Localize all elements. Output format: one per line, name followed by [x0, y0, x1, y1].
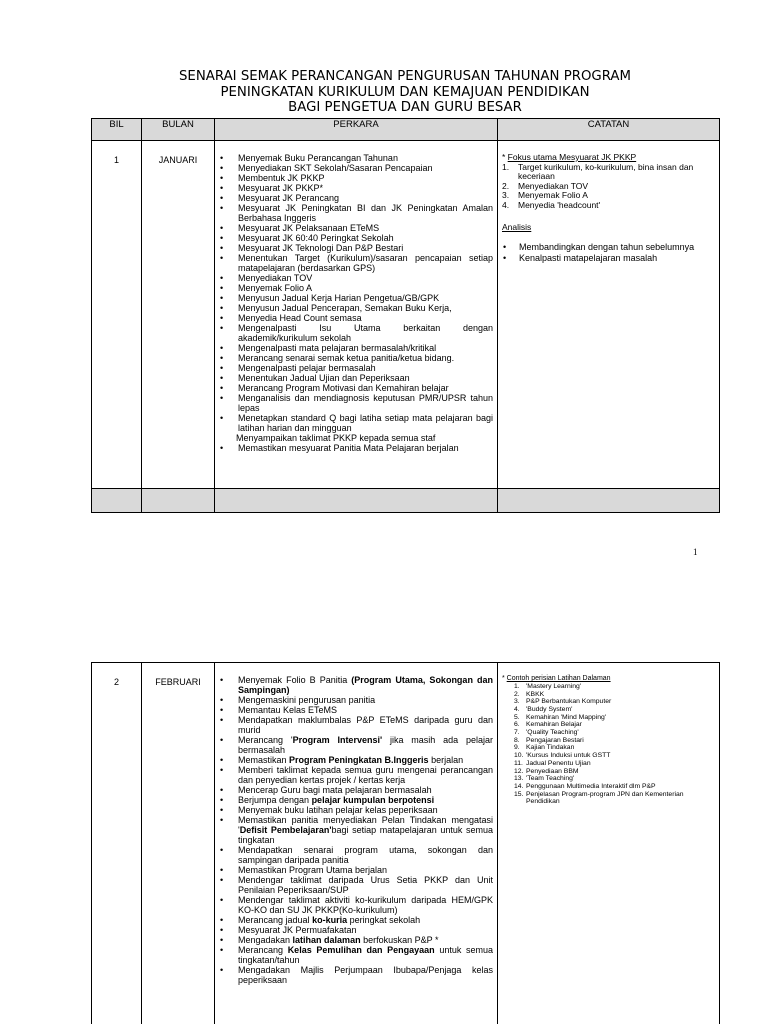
- item-text-bold: ko-kuria: [312, 915, 348, 925]
- list-item: [219, 895, 493, 915]
- item-text: Memastikan Program Utama berjalan: [238, 865, 388, 875]
- item-number: 5.: [514, 713, 520, 721]
- list-item: [514, 706, 715, 714]
- list-item: • Menyusun Jadual Pencerapan, Semakan Buku Kerja,: [219, 303, 493, 313]
- list-item: [514, 737, 715, 745]
- item-text: bagi setiap matapelajaran untuk semua tingkatan: [238, 825, 493, 845]
- item-number: 4.: [502, 199, 510, 210]
- table-row-februari: [92, 663, 720, 1024]
- list-item: • Menyemak Folio A: [219, 283, 493, 293]
- list-item-text: Menyampaikan taklimat PKKP kepada semua staf: [236, 433, 436, 443]
- list-item: [514, 714, 715, 722]
- list-item: [514, 760, 715, 768]
- list-item: • Kenalpasti matapelajaran masalah: [502, 253, 715, 264]
- blank-cell: [92, 489, 142, 513]
- list-item: • Menyusun Jadual Kerja Harian Pengetua/GB/GPK: [219, 293, 493, 303]
- analisis-heading: Analisis: [502, 222, 532, 232]
- list-item: [514, 691, 715, 699]
- cell-catatan: [498, 663, 720, 1024]
- list-item: • Mengenalpasti Isu Utama berkaitan dengan akademik/kurikulum sekolah: [219, 323, 493, 343]
- header-perkara: PERKARA: [215, 119, 498, 141]
- list-item: • Mesyuarat JK Pelaksanaan ETeMS: [219, 223, 493, 233]
- item-text-bold: Defisit Pembelajaran': [239, 825, 332, 835]
- list-item: [219, 705, 493, 715]
- list-item: [219, 845, 493, 865]
- list-item: [514, 683, 715, 691]
- cell-perkara: [215, 141, 498, 489]
- item-text: 'Kursus Induksi untuk GSTT: [526, 752, 611, 760]
- catatan-numbered-list: [514, 683, 715, 806]
- item-text: 'Quality Teaching': [526, 729, 579, 737]
- catatan-heading-text: Fokus utama Mesyuarat JK PKKP: [507, 152, 637, 162]
- item-number: 12.: [514, 767, 524, 775]
- item-text: Kemahiran Belajar: [526, 721, 582, 729]
- item-text: Berjumpa dengan: [238, 795, 312, 805]
- title-line-1: SENARAI SEMAK PERANCANGAN PENGURUSAN TAHUNAN PROGRAM: [178, 69, 631, 84]
- list-item: • Merancang senarai semak ketua panitia/ketua bidang.: [219, 353, 493, 363]
- item-text: Mendapatkan senarai program utama, sokongan dan sampingan daripada panitia: [238, 845, 493, 865]
- cell-bil: 2: [92, 663, 142, 1024]
- list-item: [219, 925, 493, 935]
- list-item: • Mesyuarat JK 60:40 Peringkat Sekolah: [219, 233, 493, 243]
- item-text: P&P Berbantukan Komputer: [526, 698, 612, 706]
- item-number: 7.: [514, 729, 520, 737]
- table-row-januari: [92, 141, 720, 489]
- list-item: [514, 752, 715, 760]
- item-text: 'Mastery Learning': [526, 682, 582, 690]
- list-item: • Menetapkan standard Q bagi latiha setiap mata pelajaran bagi latihan harian dan mingguan: [219, 413, 493, 433]
- item-number: 1.: [502, 161, 510, 172]
- list-item: [219, 795, 493, 805]
- item-number: 3.: [502, 190, 510, 200]
- item-text-bold: Program Peningkatan B.Inggeris: [289, 755, 429, 765]
- item-text: untuk semua tingkatan/tahun: [238, 945, 494, 965]
- list-item: • Merancang Program Motivasi dan Kemahiran belajar: [219, 383, 493, 393]
- list-item: • Membentuk JK PKKP: [219, 173, 493, 183]
- list-item: • Mesyuarat JK Teknologi Dan P&P Bestari: [219, 243, 493, 253]
- cell-perkara: [215, 663, 498, 1024]
- item-text: Menyemak buku latihan pelajar kelas peperiksaan: [238, 805, 438, 815]
- item-text: berjalan: [428, 755, 464, 765]
- list-item: [219, 965, 493, 985]
- list-item: [502, 163, 715, 182]
- item-number: 3.: [514, 698, 520, 706]
- item-text: berfokuskan P&P *: [360, 935, 439, 945]
- item-text-bold: Program Intervensi': [292, 735, 383, 745]
- item-number: 15.: [514, 790, 524, 798]
- item-text: Penggunaan Multimedia Interaktif dlm P&P: [526, 782, 656, 790]
- item-text: Memastikan: [238, 755, 290, 765]
- item-number: 6.: [514, 721, 520, 729]
- catatan-heading: [502, 675, 715, 683]
- item-number: 2.: [502, 180, 510, 191]
- list-item: • Menyediakan SKT Sekolah/Sasaran Pencapaian: [219, 163, 493, 173]
- list-item: [219, 735, 493, 755]
- item-text: Merancang ': [238, 735, 293, 745]
- blank-cell: [142, 489, 215, 513]
- list-item: • Menyedia Head Count semasa: [219, 313, 493, 323]
- item-text: Kajian Tindakan: [526, 744, 575, 752]
- list-item: [219, 935, 493, 945]
- item-text: Mengadakan Majlis Perjumpaan Ibubapa/Penjaga kelas peperiksaan: [238, 965, 493, 985]
- item-text-bold: (Program Utama, Sokongan dan Sampingan): [238, 675, 493, 695]
- item-text: 'Buddy System': [526, 705, 573, 713]
- catatan-star: *: [502, 675, 507, 682]
- list-item: [514, 729, 715, 737]
- item-text: Merancang jadual: [238, 915, 313, 925]
- table-header-row: [92, 119, 720, 141]
- perkara-list: [219, 675, 493, 985]
- analisis-list: [502, 242, 715, 264]
- item-text: Menyedia 'headcount': [518, 199, 601, 210]
- list-item: [514, 775, 715, 783]
- cell-bulan: JANUARI: [142, 141, 215, 489]
- list-item: • Membandingkan dengan tahun sebelumnya: [502, 242, 715, 253]
- cell-bulan: FEBRUARI: [142, 663, 215, 1024]
- list-item: • Memastikan mesyuarat Panitia Mata Pelajaran berjalan: [219, 443, 493, 453]
- item-text-bold: Kelas Pemulihan dan Pengayaan: [287, 945, 435, 955]
- item-text: Memantau Kelas ETeMS: [238, 705, 338, 715]
- list-item: [502, 201, 715, 211]
- item-number: 13.: [514, 775, 524, 783]
- list-item: [219, 675, 493, 695]
- header-catatan: CATATAN: [498, 119, 720, 141]
- item-number: 8.: [514, 736, 520, 744]
- item-text: Mesyuarat JK Permuafakatan: [238, 925, 357, 935]
- blank-cell: [215, 489, 498, 513]
- header-bil: BIL: [92, 119, 142, 141]
- list-item: [514, 698, 715, 706]
- item-text: 'Team Teaching': [526, 775, 575, 783]
- list-item: [514, 721, 715, 729]
- checklist-table-page-1: [91, 118, 720, 513]
- item-text: Mencerap Guru bagi mata pelajaran bermasalah: [238, 785, 432, 795]
- list-item: [514, 791, 715, 806]
- item-text-bold: latihan dalaman: [292, 935, 361, 945]
- item-number: 4.: [514, 705, 520, 713]
- list-item: [219, 765, 493, 785]
- list-item: [219, 695, 493, 705]
- item-text: Penjelasan Program-program JPN dan Kementerian Pendidikan: [526, 790, 684, 806]
- list-item: • Menentukan Target (Kurikulum)/sasaran pencapaian setiap matapelajaran (berdasarkan GPS): [219, 253, 493, 273]
- cell-catatan: [498, 141, 720, 489]
- list-item: [514, 744, 715, 752]
- item-text: Jadual Penentu Ujian: [526, 759, 591, 767]
- list-item: [219, 875, 493, 895]
- list-item: [219, 805, 493, 815]
- item-text: Mengemaskini pengurusan panitia: [238, 695, 376, 705]
- list-item: • Menyemak Buku Perancangan Tahunan: [219, 153, 493, 163]
- item-number: 14.: [514, 782, 524, 790]
- list-item: [514, 783, 715, 791]
- list-item: [219, 755, 493, 765]
- title-line-2: PENINGKATAN KURIKULUM DAN KEMAJUAN PENDIDIKAN: [220, 84, 590, 100]
- catatan-heading-text: Contoh perisian Latihan Dalaman: [506, 675, 611, 682]
- document-title: [90, 69, 720, 116]
- item-text: Penyediaan BBM: [526, 767, 579, 775]
- item-text: Menyediakan TOV: [518, 180, 589, 191]
- catatan-star: *: [502, 152, 508, 162]
- header-bulan: BULAN: [142, 119, 215, 141]
- item-text: KBKK: [526, 690, 545, 698]
- item-text: Mengadakan: [238, 935, 293, 945]
- item-text: peringkat sekolah: [347, 915, 421, 925]
- item-number: 2.: [514, 690, 520, 698]
- table-row-blank: [92, 489, 720, 513]
- list-item: • Mesyuarat JK PKKP*: [219, 183, 493, 193]
- perkara-list: [219, 153, 493, 453]
- list-item: • Mesyuarat JK Peningkatan BI dan JK Peningkatan Amalan Berbahasa Inggeris: [219, 203, 493, 223]
- list-item: • Menentukan Jadual Ujian dan Peperiksaan: [219, 373, 493, 383]
- item-text: Kemahiran 'Mind Mapping': [526, 713, 607, 721]
- list-item: [219, 945, 493, 965]
- list-item: [219, 915, 493, 925]
- title-line-3: BAGI PENGETUA DAN GURU BESAR: [288, 100, 522, 115]
- item-text: Mendengar taklimat daripada Urus Setia PKKP dan Unit Penilaian Peperiksaan/SUP: [238, 875, 493, 895]
- list-item: [514, 768, 715, 776]
- item-text: Merancang: [238, 945, 288, 955]
- list-item: • Mengenalpasti pelajar bermasalah: [219, 363, 493, 373]
- item-text: Target kurikulum, ko-kurikulum, bina insan dan keceriaan: [518, 161, 694, 181]
- item-text: Memberi taklimat kepada semua guru mengenai perancangan dan penyedian kertas projek / kertas kerja: [238, 765, 493, 785]
- item-text: Mendapatkan maklumbalas P&P ETeMS daripada guru dan murid: [238, 715, 493, 735]
- item-text-bold: pelajar kumpulan berpotensi: [311, 795, 435, 805]
- page-number: 1: [693, 547, 698, 557]
- list-item: [219, 865, 493, 875]
- catatan-numbered-list: [502, 163, 715, 211]
- item-text: Menyemak Folio A: [518, 190, 588, 200]
- item-number: 11.: [514, 759, 523, 767]
- item-number: 9.: [514, 744, 520, 752]
- item-text: Memastikan panitia menyediakan Pelan Tindakan mengatasi ': [238, 815, 493, 835]
- list-item: [219, 433, 493, 443]
- item-text: jika masih ada pelajar bermasalah: [238, 735, 494, 755]
- item-text: Menyemak Folio B Panitia: [238, 675, 352, 685]
- list-item: [219, 785, 493, 795]
- list-item: • Mesyuarat JK Perancang: [219, 193, 493, 203]
- cell-bil: 1: [92, 141, 142, 489]
- list-item: • Menganalisis dan mendiagnosis keputusan PMR/UPSR tahun lepas: [219, 393, 493, 413]
- list-item: • Mengenalpasti mata pelajaran bermasalah/kritikal: [219, 343, 493, 353]
- list-item: • Menyediakan TOV: [219, 273, 493, 283]
- blank-cell: [498, 489, 720, 513]
- item-text: Mendengar taklimat aktiviti ko-kurikulum daripada HEM/GPK KO-KO dan SU JK PKKP(Ko-kurikulum): [238, 895, 493, 915]
- item-number: 1.: [514, 682, 520, 690]
- checklist-table-page-2: [91, 662, 720, 1024]
- list-item: [219, 815, 493, 845]
- item-text: Pengajaran Bestari: [526, 736, 584, 744]
- item-number: 10.: [514, 752, 524, 760]
- list-item: [219, 715, 493, 735]
